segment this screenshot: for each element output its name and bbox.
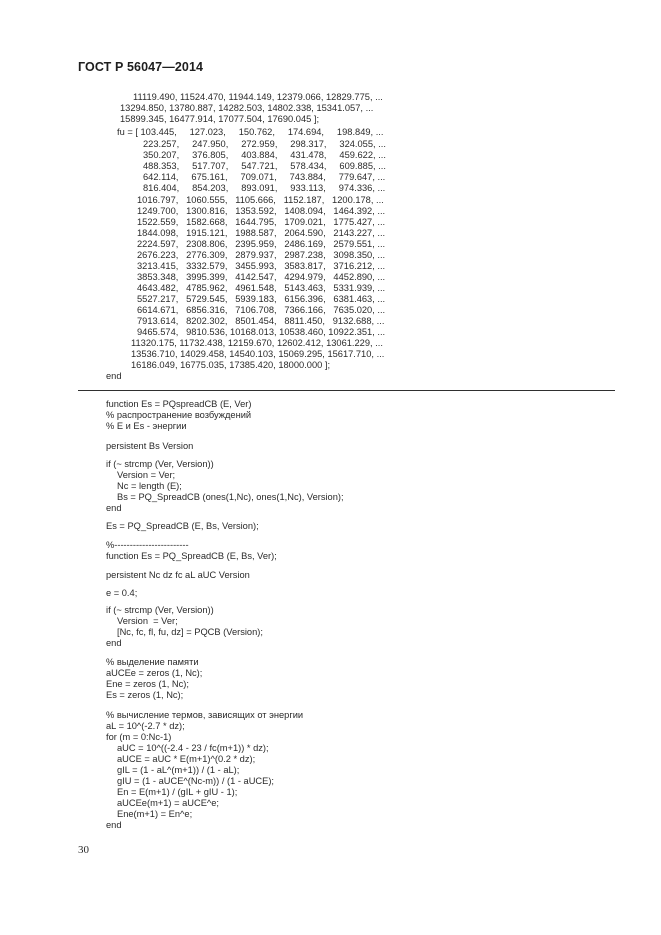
- code-comment: % E и Es - энергии: [106, 421, 187, 431]
- code-line: gIL = (1 - aL^(m+1)) / (1 - aL);: [117, 765, 240, 775]
- code-line: 15899.345, 16477.914, 17077.504, 17690.045 ];: [120, 114, 320, 124]
- code-line: if (~ strcmp (Ver, Version)): [106, 459, 214, 469]
- code-line: Nc = length (E);: [117, 481, 182, 491]
- code-line: persistent Nc dz fc aL aUC Version: [106, 570, 250, 580]
- code-line: if (~ strcmp (Ver, Version)): [106, 605, 214, 615]
- code-line: Version = Ver;: [117, 470, 176, 480]
- code-line: 6614.671, 6856.316, 7106.708, 7366.166, 7635.020, ...: [137, 305, 386, 315]
- section-divider: [78, 390, 615, 391]
- code-line: gIU = (1 - aUCE^(Nc-m)) / (1 - aUCE);: [117, 776, 274, 786]
- code-line: 1522.559, 1582.668, 1644.795, 1709.021, 1775.427, ...: [137, 217, 386, 227]
- code-line: 642.114, 675.161, 709.071, 743.884, 779.647, ...: [143, 172, 386, 182]
- code-line: aUCE = aUC * E(m+1)^(0.2 * dz);: [117, 754, 256, 764]
- code-line: Ene(m+1) = En^e;: [117, 809, 193, 819]
- document-header: ГОСТ Р 56047—2014: [78, 60, 204, 74]
- code-line: aUCEe(m+1) = aUCE^e;: [117, 798, 220, 808]
- code-line: function Es = PQspreadCB (E, Ver): [106, 399, 252, 409]
- code-line: 488.353, 517.707, 547.721, 578.434, 609.885, ...: [143, 161, 386, 171]
- code-comment: % распространение возбуждений: [106, 410, 252, 420]
- code-line: function Es = PQ_SpreadCB (E, Bs, Ver);: [106, 551, 277, 561]
- code-line: 223.257, 247.950, 272.959, 298.317, 324.055, ...: [143, 139, 386, 149]
- code-line: end: [106, 371, 122, 381]
- code-line: fu = [ 103.445, 127.023, 150.762, 174.694, 198.849, ...: [117, 127, 384, 137]
- code-line: 1844.098, 1915.121, 1988.587, 2064.590, 2143.227, ...: [137, 228, 386, 238]
- code-line: Es = zeros (1, Nc);: [106, 690, 184, 700]
- code-line: aUC = 10^((-2.4 - 23 / fc(m+1)) * dz);: [117, 743, 269, 753]
- page-number: 30: [78, 844, 89, 856]
- code-line: aL = 10^(-2.7 * dz);: [106, 721, 185, 731]
- code-line: 13294.850, 13780.887, 14282.503, 14802.338, 15341.057, ...: [120, 103, 374, 113]
- code-line: 3213.415, 3332.579, 3455.993, 3583.817, 3716.212, ...: [137, 261, 386, 271]
- code-line: e = 0.4;: [106, 588, 138, 598]
- code-line: end: [106, 503, 122, 513]
- code-line: 11320.175, 11732.438, 12159.670, 12602.412, 13061.229, ...: [131, 338, 383, 348]
- code-line: 4643.482, 4785.962, 4961.548, 5143.463, 5331.939, ...: [137, 283, 386, 293]
- code-line: 5527.217, 5729.545, 5939.183, 6156.396, 6381.463, ...: [137, 294, 386, 304]
- code-line: aUCEe = zeros (1, Nc);: [106, 668, 203, 678]
- code-line: 16186.049, 16775.035, 17385.420, 18000.000 ];: [131, 360, 331, 370]
- code-line: end: [106, 820, 122, 830]
- code-line: 2676.223, 2776.309, 2879.937, 2987.238, 3098.350, ...: [137, 250, 386, 260]
- code-line: persistent Bs Version: [106, 441, 194, 451]
- code-line: for (m = 0:Nc-1): [106, 732, 172, 742]
- code-line: Ene = zeros (1, Nc);: [106, 679, 189, 689]
- code-line: Es = PQ_SpreadCB (E, Bs, Version);: [106, 521, 259, 531]
- code-line: 1016.797, 1060.555, 1105.666, 1152.187, 1200.178, ...: [137, 195, 384, 205]
- code-line: end: [106, 638, 122, 648]
- code-line: Bs = PQ_SpreadCB (ones(1,Nc), ones(1,Nc), Version);: [117, 492, 344, 502]
- code-line: 816.404, 854.203, 893.091, 933.113, 974.336, ...: [143, 183, 386, 193]
- code-comment: % выделение памяти: [106, 657, 199, 667]
- code-line: 9465.574, 9810.536, 10168.013, 10538.460, 10922.351, ...: [137, 327, 386, 337]
- code-line: [Nc, fc, fl, fu, dz] = PQCB (Version);: [117, 627, 263, 637]
- code-comment: % вычисление термов, зависящих от энергии: [106, 710, 304, 720]
- code-line: 13536.710, 14029.458, 14540.103, 15069.295, 15617.710, ...: [131, 349, 385, 359]
- code-line: 1249.700, 1300.816, 1353.592, 1408.094, 1464.392, ...: [137, 206, 386, 216]
- code-line: 3853.348, 3995.399, 4142.547, 4294.979, 4452.890, ...: [137, 272, 386, 282]
- code-line: 2224.597, 2308.806, 2395.959, 2486.169, 2579.551, ...: [137, 239, 386, 249]
- code-line: En = E(m+1) / (gIL + gIU - 1);: [117, 787, 238, 797]
- code-line: 11119.490, 11524.470, 11944.149, 12379.066, 12829.775, ...: [133, 92, 383, 102]
- code-line: 7913.614, 8202.302, 8501.454, 8811.450, 9132.688, ...: [137, 316, 385, 326]
- code-line: Version = Ver;: [117, 616, 178, 626]
- code-comment: %------------------------: [106, 540, 189, 550]
- code-line: 350.207, 376.805, 403.884, 431.478, 459.622, ...: [143, 150, 386, 160]
